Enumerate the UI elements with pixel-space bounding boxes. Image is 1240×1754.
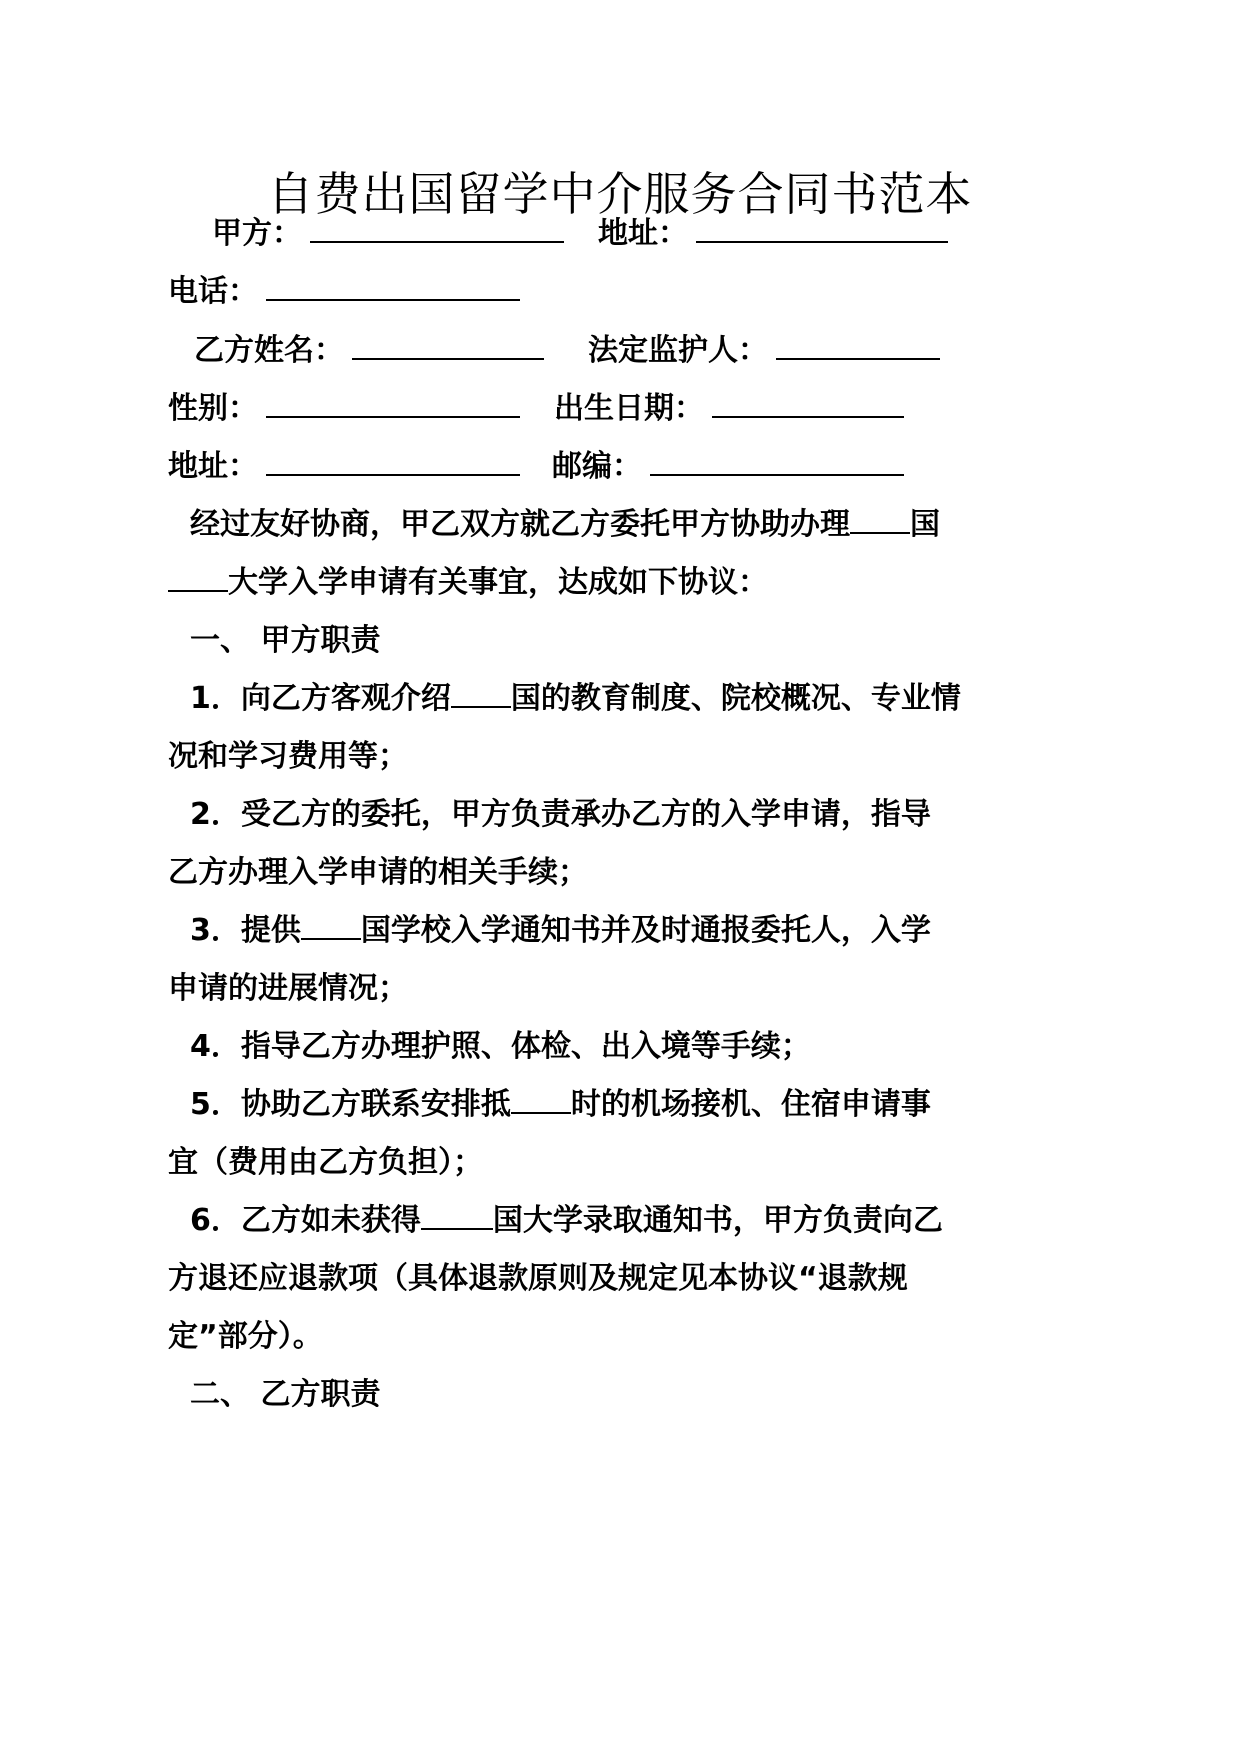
birth-date-label: 出生日期： [554,391,704,426]
address-blank-1[interactable] [696,215,948,243]
party-a-field [212,214,564,254]
section-2-heading: 二、 乙方职责 [190,1377,381,1412]
item-6-text-b: 国大学录取通知书，甲方负责向乙 [492,1203,943,1238]
item-3-country-blank[interactable] [301,912,361,940]
gender-blank[interactable] [266,390,520,418]
item-6-country-blank[interactable] [421,1202,493,1230]
phone-blank[interactable] [266,273,520,301]
intro-text-2: 大学入学申请有关事宜，达成如下协议： [228,565,768,600]
item-6-line-2: 方退还应退款项（具体退款原则及规定见本协议“退款规 [168,1261,908,1296]
party-b-name-field [194,331,544,371]
phone-label: 电话： [168,274,258,309]
gender-field [168,389,520,429]
party-b-name-blank[interactable] [352,332,544,360]
phone-field [168,272,520,312]
item-1-text-a: 1．向乙方客观介绍 [190,681,451,716]
section-1-heading: 一、 甲方职责 [190,623,381,658]
item-3-line-1 [190,911,931,951]
intro-text-1b: 国 [910,507,940,542]
intro-line-1 [190,505,940,545]
item-6-line-3: 定”部分）。 [168,1319,323,1354]
birth-date-field [554,389,904,429]
item-6-text-a: 6．乙方如未获得 [190,1203,421,1238]
postcode-field [552,447,904,487]
intro-university-blank[interactable] [168,564,228,592]
item-3-line-2: 申请的进展情况； [168,971,408,1006]
guardian-label: 法定监护人： [588,333,768,368]
address-label-1: 地址： [598,216,688,251]
item-1-text-b: 国的教育制度、院校概况、专业情 [510,681,961,716]
birth-date-blank[interactable] [712,390,904,418]
intro-line-2 [168,563,768,603]
item-5-line-1 [190,1085,931,1125]
gender-label: 性别： [168,391,258,426]
item-6-line-1 [190,1201,943,1241]
party-b-name-label: 乙方姓名： [194,333,344,368]
item-3-text-b: 国学校入学通知书并及时通报委托人，入学 [360,913,931,948]
postcode-label: 邮编： [552,449,642,484]
guardian-field [588,331,940,371]
item-3-text-a: 3．提供 [190,913,301,948]
intro-country-blank[interactable] [850,506,910,534]
item-5-destination-blank[interactable] [511,1086,571,1114]
item-2-line-2: 乙方办理入学申请的相关手续； [168,855,588,890]
address-field-1 [598,214,948,254]
item-5-line-2: 宜（费用由乙方负担）； [168,1145,483,1180]
address-field-2 [168,447,520,487]
intro-text-1a: 经过友好协商，甲乙双方就乙方委托甲方协助办理 [190,507,850,542]
party-a-blank[interactable] [310,215,564,243]
party-a-label: 甲方： [212,216,302,251]
address-label-2: 地址： [168,449,258,484]
item-4-line-1: 4．指导乙方办理护照、体检、出入境等手续； [190,1029,811,1064]
address-blank-2[interactable] [266,448,520,476]
item-5-text-a: 5．协助乙方联系安排抵 [190,1087,511,1122]
item-1-line-1 [190,679,961,719]
document-title: 自费出国留学中介服务合同书范本 [267,167,973,221]
postcode-blank[interactable] [650,448,904,476]
item-5-text-b: 时的机场接机、住宿申请事 [570,1087,931,1122]
guardian-blank[interactable] [776,332,940,360]
item-1-line-2: 况和学习费用等； [168,739,408,774]
item-2-line-1: 2．受乙方的委托，甲方负责承办乙方的入学申请，指导 [190,797,931,832]
item-1-country-blank[interactable] [451,680,511,708]
